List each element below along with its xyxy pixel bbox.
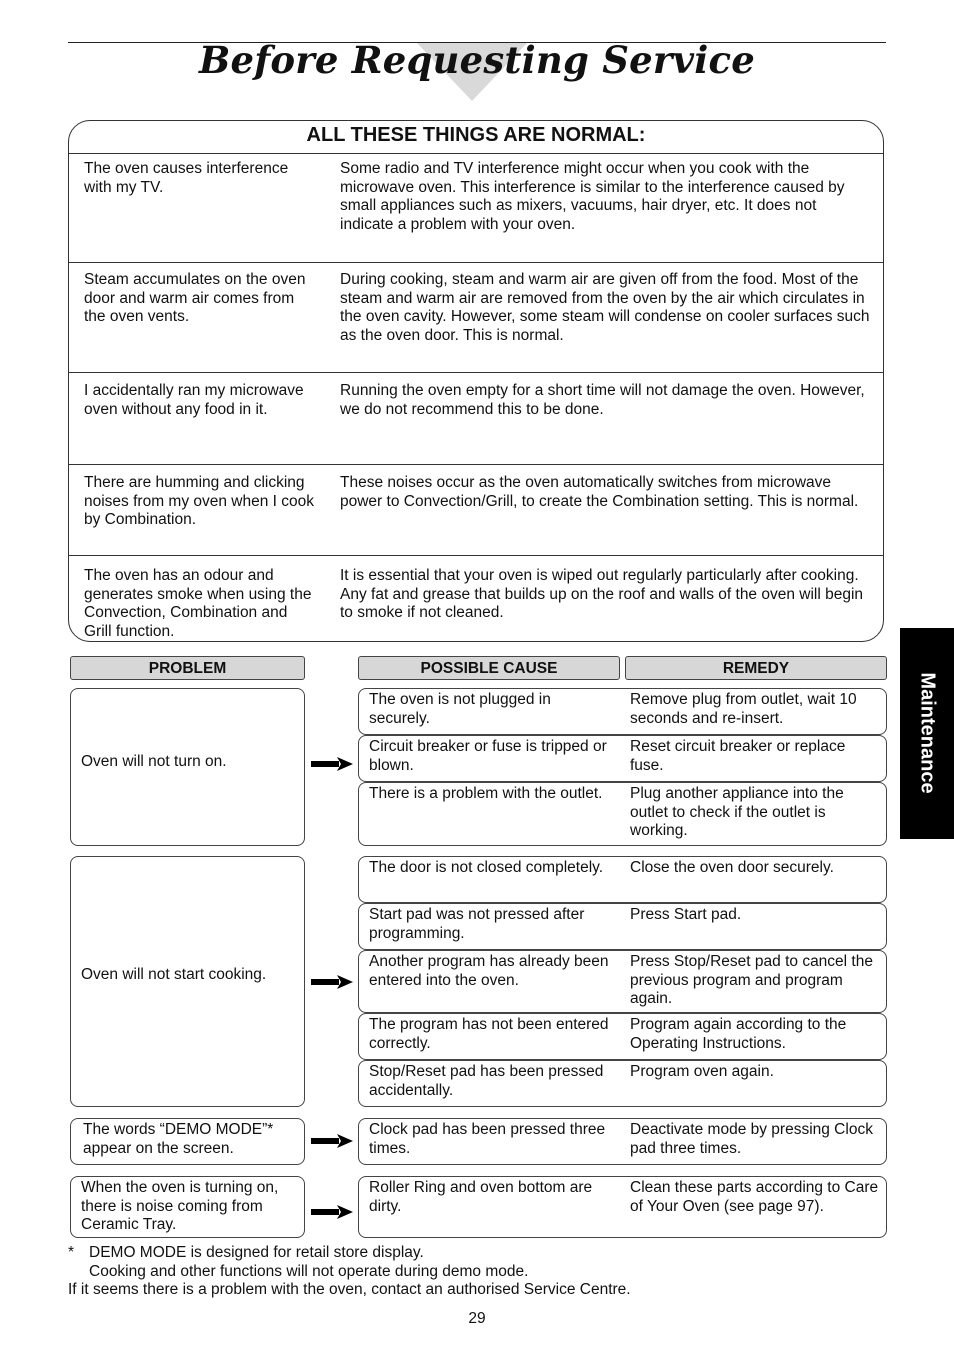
remedy-text: Program again according to the Operating Instructions. [630, 1016, 847, 1052]
cause-text: There is a problem with the outlet. [369, 785, 603, 802]
cause-remedy-row [358, 856, 887, 903]
page-number: 29 [468, 1310, 486, 1327]
cause-text: Stop/Reset pad has been pressed accidentally. [369, 1063, 604, 1099]
cause-text: Start pad was not pressed after programming. [369, 906, 585, 942]
normal-situation: I accidentally ran my microwave oven without any food in it. [84, 382, 304, 418]
problem-box [70, 856, 305, 1107]
section-tab-maintenance [900, 628, 954, 839]
cause-remedy-row [358, 950, 887, 1013]
remedy-text: Reset circuit breaker or replace fuse. [630, 738, 846, 774]
cause-remedy-row [358, 1060, 887, 1107]
page-title: Before Requesting Service [199, 38, 755, 82]
cause-remedy-row [358, 1176, 887, 1238]
problem-text: When the oven is turning on, there is noise coming from Ceramic Tray. [81, 1179, 279, 1233]
normal-things-heading: ALL THESE THINGS ARE NORMAL: [306, 124, 646, 146]
cause-text: The program has not been entered correctly. [369, 1016, 609, 1052]
footnote-line: Cooking and other functions will not operate during demo mode. [89, 1263, 529, 1280]
remedy-text: Press Stop/Reset pad to cancel the previous program and program again. [630, 953, 873, 1007]
normal-explanation: During cooking, steam and warm air are given off from the food. Most of the steam and warm air are removed from the oven by the air which circulates in the oven cavity. However, some steam will condense on cooler surfaces such as the oven door. This is normal. [340, 271, 870, 344]
remedy-text: Press Start pad. [630, 906, 742, 923]
normal-explanation: Running the oven empty for a short time will not damage the oven. However, we do not recommend this to be done. [340, 382, 865, 418]
problem-text: The words “DEMO MODE”* appear on the screen. [83, 1121, 274, 1157]
normal-explanation: It is essential that your oven is wiped out regularly particularly after cooking. Any fat and grease that builds up on the roof and walls of the oven will begin to smoke if not cleaned. [340, 567, 864, 621]
cause-remedy-row [358, 1118, 887, 1165]
column-header-remedy: REMEDY [625, 656, 887, 680]
cause-text: The door is not closed completely. [369, 859, 604, 876]
row-divider [68, 464, 884, 465]
normal-situation: There are humming and clicking noises from my oven when I cook by Combination. [84, 474, 315, 528]
arrow-right-icon [311, 1205, 353, 1219]
cause-remedy-row [358, 688, 887, 735]
column-header-cause: POSSIBLE CAUSE [358, 656, 620, 680]
row-divider [68, 262, 884, 263]
remedy-text: Deactivate mode by pressing Clock pad three times. [630, 1121, 873, 1157]
remedy-text: Clean these parts according to Care of Your Oven (see page 97). [630, 1179, 879, 1215]
cause-text: Another program has already been entered into the oven. [369, 953, 609, 989]
normal-explanation: These noises occur as the oven automatically switches from microwave power to Convection/Grill, to create the Combination setting. This is normal. [340, 474, 859, 510]
problem-text: Oven will not turn on. [81, 753, 227, 770]
footnote-line: DEMO MODE is designed for retail store display. [89, 1244, 424, 1261]
remedy-text: Plug another appliance into the outlet to check if the outlet is working. [630, 785, 844, 839]
normal-situation: The oven causes interference with my TV. [84, 160, 289, 196]
cause-text: Roller Ring and oven bottom are dirty. [369, 1179, 593, 1215]
cause-text: Circuit breaker or fuse is tripped or blown. [369, 738, 607, 774]
problem-text: Oven will not start cooking. [81, 966, 267, 983]
column-header-problem: PROBLEM [70, 656, 305, 680]
remedy-text: Close the oven door securely. [630, 859, 834, 876]
row-divider [68, 372, 884, 373]
remedy-text: Remove plug from outlet, wait 10 seconds and re-insert. [630, 691, 857, 727]
section-tab-label: Maintenance [916, 672, 939, 794]
footnote-marker: * [68, 1244, 75, 1261]
cause-remedy-row [358, 782, 887, 846]
remedy-text: Program oven again. [630, 1063, 774, 1080]
cause-remedy-row [358, 1013, 887, 1060]
normal-situation: The oven has an odour and generates smoke when using the Convection, Combination and Grill function. [84, 567, 312, 640]
problem-box [70, 1176, 305, 1238]
normal-explanation: Some radio and TV interference might occur when you cook with the microwave oven. This interference is similar to the interference caused by small appliances such as mixers, vacuums, hair dryer, etc. It does not indicate a problem with your oven. [340, 160, 845, 233]
service-note: If it seems there is a problem with the oven, contact an authorised Service Centre. [68, 1281, 631, 1298]
problem-box [70, 1118, 305, 1165]
row-divider [68, 555, 884, 556]
cause-text: The oven is not plugged in securely. [369, 691, 551, 727]
normal-heading-divider [68, 153, 884, 154]
problem-box [70, 688, 305, 846]
cause-text: Clock pad has been pressed three times. [369, 1121, 606, 1157]
arrow-right-icon [311, 1134, 353, 1148]
arrow-right-icon [311, 975, 353, 989]
cause-remedy-row [358, 735, 887, 782]
cause-remedy-row [358, 903, 887, 950]
normal-situation: Steam accumulates on the oven door and warm air comes from the oven vents. [84, 271, 306, 325]
arrow-right-icon [311, 757, 353, 771]
